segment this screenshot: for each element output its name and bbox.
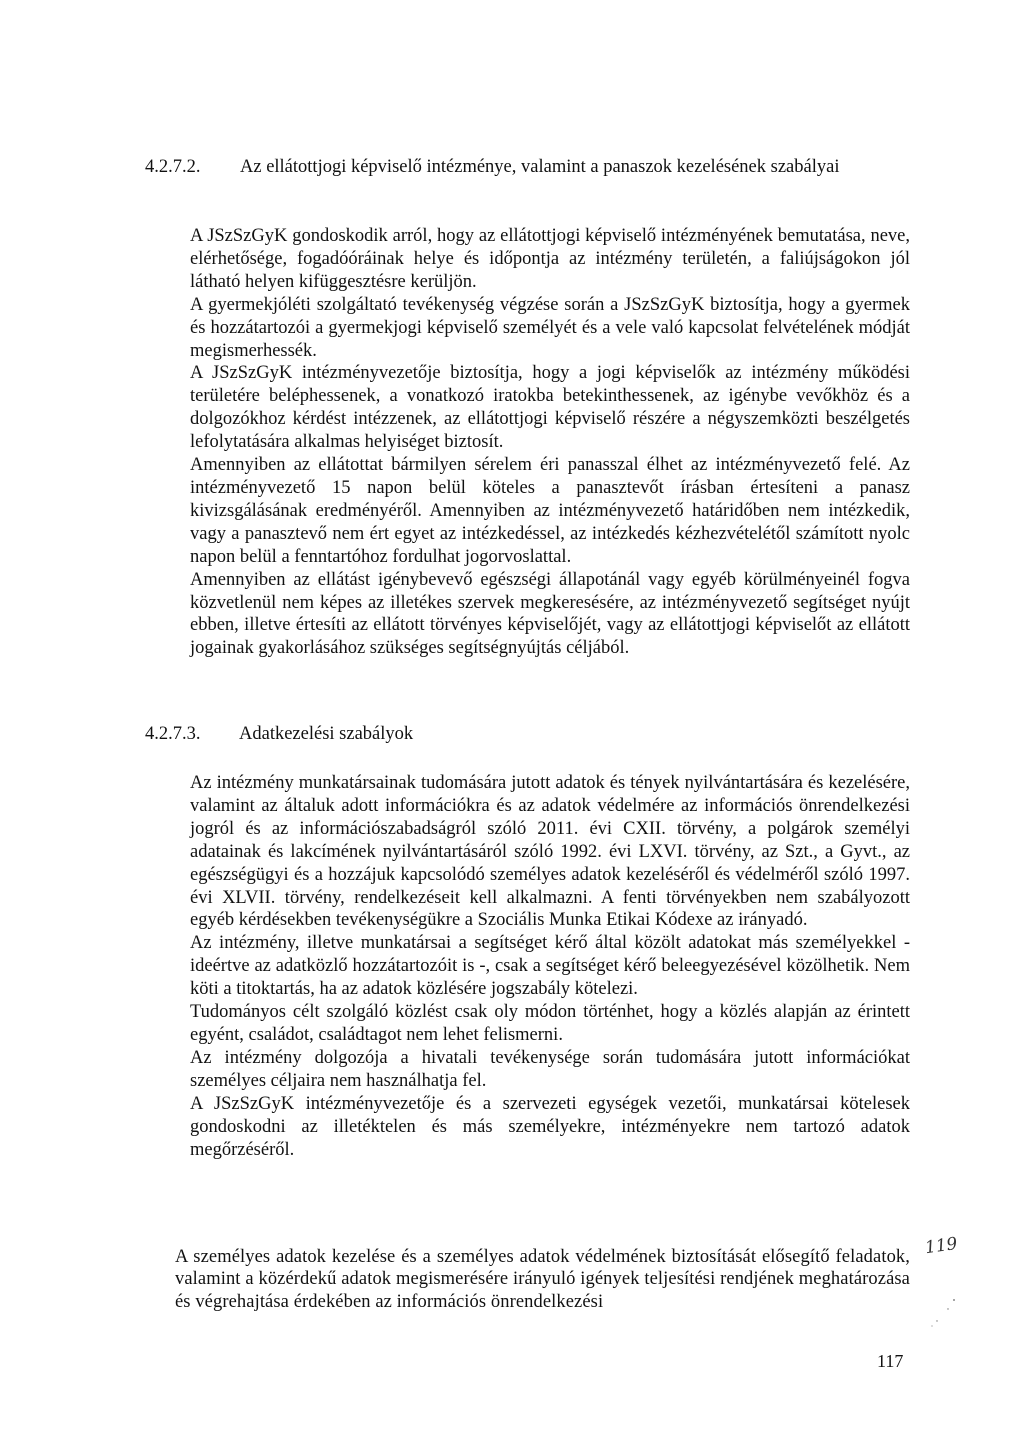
closing-paragraph: A személyes adatok kezelése és a személyes adatok védelmének biztosítását elősegítő feladatok, valamint a közérdekű adatok megismerésére irányuló igények teljesítési rendjének meghatározása és végrehajtása érdekében az információs önrendelkezési	[175, 1247, 910, 1312]
paragraph: A JSzSzGyK intézményvezetője és a szervezeti egységek vezetői, munkatársai kötelesek gondoskodni az illetéktelen és más személyekre, intézményekre nem tartozó adatok megőrzéséről.	[190, 1093, 910, 1160]
paragraph: Az intézmény, illetve munkatársai a segítséget kérő által közölt adatokat más személyekkel - ideértve az adatközlő hozzátartozóit is -, csak a segítséget kérő beleegyezésével közölhetik. Nem köti a titoktartás, ha az adatok közlésére jogszabály kötelezi.	[190, 933, 910, 1000]
margin-speck-marks	[928, 1297, 958, 1327]
section-number: 4.2.7.2.	[145, 157, 201, 177]
paragraph: Tudományos célt szolgáló közlést csak oly módon történhet, hogy a közlés alapján az érintett egyént, családot, családtagot nem lehet felismerni.	[190, 1002, 910, 1045]
paragraph: A JSzSzGyK gondoskodik arról, hogy az ellátottjogi képviselő intézményének bemutatása, neve, elérhetősége, fogadóóráinak helye és időpontja az intézmény területén, a faliújságokon jól látható helyen kifüggesztésre kerüljön.	[190, 226, 910, 292]
section-number: 4.2.7.3.	[145, 724, 201, 744]
paragraph: A JSzSzGyK intézményvezetője biztosítja, hogy a jogi képviselők az intézmény működési területére beléphessenek, a vonatkozó iratokba betekinthessenek, az igénybe vevőkhöz és a dolgozókhoz kérdést intézzenek, az ellátottjogi képviselő részére a négyszemközti beszélgetés lefolytatására alkalmas helyiséget biztosít.	[190, 363, 910, 453]
section-body	[190, 772, 910, 1161]
section-heading	[145, 155, 910, 179]
section-4-2-7-3	[145, 722, 910, 746]
handwritten-page-note: 119	[923, 1233, 959, 1259]
paragraph: Amennyiben az ellátást igénybevevő egészségi állapotánál vagy egyéb körülményeinél fogva közvetlenül nem képes az illetékes szervek megkeresésére, az intézményvezető segítséget nyújt ebben, illetve értesíti az ellátott törvényes képviselőjét, vagy az ellátottjogi képviselőt az ellátott jogainak gyakorlásához szükséges segítségnyújtás céljából.	[190, 569, 910, 659]
paragraph: Amennyiben az ellátottat bármilyen sérelem éri panasszal élhet az intézményvezető felé. Az intézményvezető 15 napon belül köteles a panasztevőt írásban értesíteni a panasz kivizsgálásának eredményéről. Amennyiben az intézményvezető határidőben nem intézkedik, vagy a panasztevő nem ért egyet az intézkedéssel, az intézkedés kézhezvételétől számított nyolc napon belül a fenntartóhoz fordulhat jogorvoslattal.	[190, 455, 910, 567]
section-title: Az ellátottjogi képviselő intézménye, valamint a panaszok kezelésének szabályai	[240, 157, 840, 177]
paragraph: A gyermekjóléti szolgáltató tevékenység végzése során a JSzSzGyK biztosítja, hogy a gyermek és hozzátartozói a gyermekjogi képviselő személyét és a vele való kapcsolat felvételének módját megismerhessék.	[190, 294, 910, 361]
section-title: Adatkezelési szabályok	[239, 724, 414, 744]
page-number: 117	[877, 1351, 904, 1371]
closing-paragraph-block	[175, 1246, 910, 1313]
paragraph: Az intézmény munkatársainak tudomására jutott adatok és tények nyilvántartására és kezelésére, valamint az általuk adott információkra és az adatok védelmére az információs önrendelkezési jogról és az információszabadságról szóló 2011. évi CXII. törvény, a polgárok személyi adatainak és lakcímének nyilvántartásáról szóló 1992. évi LXVI. törvény, az Szt., a Gyvt., az egészségügyi és a hozzájuk kapcsolódó személyes adatok kezeléséről és védelméről szóló 1997. évi XLVII. törvény, rendelkezéseit kell alkalmazni. A fenti törvényekben nem szabályozott egyéb kérdésekben tevékenységükre a Szociális Munka Etikai Kódexe az irányadó.	[190, 773, 910, 931]
section-heading	[145, 722, 910, 746]
section-4-2-7-2	[145, 155, 910, 179]
paragraph: Az intézmény dolgozója a hivatali tevékenysége során tudomására jutott információkat személyes céljaira nem használhatja fel.	[190, 1047, 910, 1091]
section-body	[190, 225, 910, 660]
